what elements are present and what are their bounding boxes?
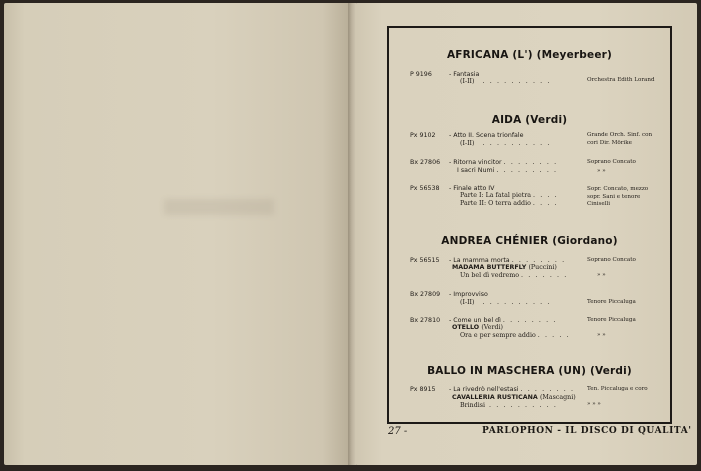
performer: » »: [597, 272, 606, 278]
performer: Ciniselli: [587, 201, 611, 207]
performer: Tenore Piccaluga: [587, 317, 636, 323]
catalog-number: Px 56538: [410, 185, 440, 192]
section-title-aida: AIDA (Verdi): [491, 114, 568, 126]
page-number: 27 -: [388, 426, 408, 437]
track-title: I sacri Numi . . . . . . . . .: [457, 167, 558, 174]
track-sub: Ora e per sempre addio . . . . .: [460, 332, 571, 339]
performer: Tenore Piccaluga: [587, 299, 636, 305]
page-footer-text: PARLOPHON - IL DISCO DI QUALITA': [482, 426, 692, 436]
track-sub: (I-II) . . . . . . . . . .: [460, 78, 551, 85]
track-sub: Un bel dì vedremo . . . . . . .: [460, 272, 568, 279]
track-title: - La mamma morta . . . . . . . .: [449, 257, 566, 264]
section-title-africana: AFRICANA (L') (Meyerbeer): [446, 49, 613, 61]
track-sub: Parte I: La fatal pietra . . . .: [460, 192, 559, 199]
track-sub: (I-II) . . . . . . . . . .: [460, 140, 551, 147]
track-title: - Come un bel dì . . . . . . . .: [449, 317, 557, 324]
catalog-number: P 9196: [410, 71, 432, 78]
performer: Sopr. Concato, mezzo: [587, 186, 649, 192]
catalog-number: Px 56515: [410, 257, 440, 264]
catalog-number: Bx 27809: [410, 291, 441, 298]
opera-title: CAVALLERIA RUSTICANA (Mascagni): [452, 394, 576, 401]
performer: Ten. Piccaluga e coro: [587, 386, 648, 392]
performer: Soprano Concato: [587, 159, 636, 165]
opera-title: OTELLO (Verdi): [452, 324, 503, 331]
track-sub: Parte II: O terra addio . . . .: [460, 200, 559, 207]
performer: Grande Orch. Sinf. con: [587, 132, 653, 138]
catalog-number: Bx 27810: [410, 317, 441, 324]
catalog-number: Bx 27806: [410, 159, 441, 166]
section-title-andrea-chenier: ANDREA CHÉNIER (Giordano): [441, 235, 618, 247]
performer: Orchestra Edith Lorand: [587, 77, 655, 83]
track-title: - Fantasia: [449, 71, 480, 78]
performer: » »: [597, 168, 606, 174]
performer: sopr. Sani e tenore: [587, 194, 641, 200]
performer: Soprano Concato: [587, 257, 636, 263]
track-title: - Atto II. Scena trionfale: [449, 132, 524, 139]
catalog-frame: [387, 26, 672, 424]
catalog-number: Px 8915: [410, 386, 436, 393]
performer: cori Dir. Mörike: [587, 140, 632, 146]
catalog-number: Px 9102: [410, 132, 436, 139]
track-title: - Ritorna vincitor . . . . . . . .: [449, 159, 558, 166]
opera-title: MADAMA BUTTERFLY (Puccini): [452, 264, 557, 271]
right-page: [355, 3, 697, 465]
track-title: - Finale atto IV: [449, 185, 495, 192]
section-title-ballo-in-maschera: BALLO IN MASCHERA (UN) (Verdi): [427, 365, 632, 377]
left-page: [4, 3, 350, 465]
performer: » »: [597, 332, 606, 338]
performer: » » »: [587, 401, 601, 407]
track-title: - La rivedrò nell'estasi . . . . . . . .: [449, 386, 575, 393]
track-sub: (I-II) . . . . . . . . . .: [460, 299, 551, 306]
bleed-through-mark: [164, 199, 274, 215]
track-title: - Improvviso: [449, 291, 488, 298]
track-sub: Brindisi . . . . . . . . . .: [460, 402, 558, 409]
